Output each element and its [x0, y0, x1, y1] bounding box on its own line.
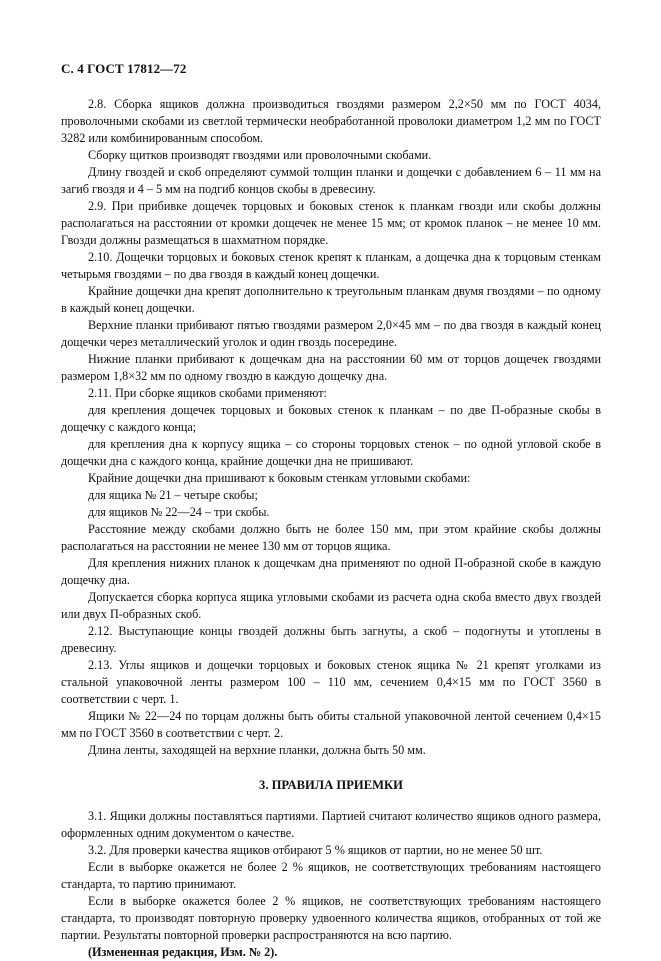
- paragraph: для ящика № 21 – четыре скобы;: [88, 488, 258, 502]
- paragraph: Сборку щитков производят гвоздями или проволочными скобами.: [88, 148, 432, 162]
- paragraph: 2.8. Сборка ящиков должна производиться гвоздями размером 2,2×50 мм по ГОСТ 4034, проволочными скобами из светлой термически необработанной проволоки диаметром 1,2 мм по ГОСТ 3282 или комбинированным способом.: [61, 97, 601, 145]
- paragraph: Длину гвоздей и скоб определяют суммой толщин планки и дощечки с добавлением 6 – 11 мм на загиб гвоздя и 4 – 5 мм на подгиб концов скобы в древесину.: [61, 165, 601, 196]
- document-body: [61, 96, 601, 961]
- paragraph: 2.9. При прибивке дощечек торцовых и боковых стенок к планкам гвозди или скобы должны располагаться на расстоянии от кромки дощечек не менее 15 мм; от кромок планок – не менее 10 мм. Гвозди должны размещаться в шахматном порядке.: [61, 199, 601, 247]
- paragraph: для крепления дощечек торцовых и боковых стенок к планкам – по две П-образные скобы в дощечку с каждого конца;: [61, 403, 601, 434]
- paragraph: Крайние дощечки дна крепят дополнительно к треугольным планкам двумя гвоздями – по одному в каждый конец дощечки.: [61, 284, 601, 315]
- paragraph: Верхние планки прибивают пятью гвоздями размером 2,0×45 мм – по два гвоздя в каждый конец дощечки через металлический уголок и один гвоздь посередине.: [61, 318, 601, 349]
- paragraph: 2.12. Выступающие концы гвоздей должны быть загнуты, а скоб – подогнуты и утоплены в древесину.: [61, 624, 601, 655]
- paragraph: Нижние планки прибивают к дощечкам дна на расстоянии 60 мм от торцов дощечек гвоздями размером 1,8×32 мм по одному гвоздю в каждую дощечку дна.: [61, 352, 601, 383]
- paragraph: Ящики № 22—24 по торцам должны быть обиты стальной упаковочной лентой сечением 0,4×15 мм по ГОСТ 3560 в соответствии с черт. 2.: [61, 709, 601, 740]
- paragraph: 2.11. При сборке ящиков скобами применяют:: [88, 386, 327, 400]
- paragraph: для крепления дна к корпусу ящика – со стороны торцовых стенок – по одной угловой скобе в дощечки дна с каждого конца, крайние дощечки дна не пришивают.: [61, 437, 601, 468]
- paragraph: 2.10. Дощечки торцовых и боковых стенок крепят к планкам, а дощечка дна к торцовым стенкам четырьмя гвоздями – по два гвоздя в каждый конец дощечки.: [61, 250, 601, 281]
- paragraph: Длина ленты, заходящей на верхние планки, должна быть 50 мм.: [88, 743, 426, 757]
- amendment-note: (Измененная редакция, Изм. № 2).: [88, 945, 278, 959]
- section-2-paragraphs: [61, 96, 601, 759]
- paragraph: Если в выборке окажется не более 2 % ящиков, не соответствующих требованиям настоящего стандарта, то партию принимают.: [61, 860, 601, 891]
- paragraph: Для крепления нижних планок к дощечкам дна применяют по одной П-образной скобе в каждую дощечку дна.: [61, 556, 601, 587]
- paragraph: 3.2. Для проверки качества ящиков отбирают 5 % ящиков от партии, но не менее 50 шт.: [88, 843, 543, 857]
- paragraph: 3.1. Ящики должны поставляться партиями. Партией считают количество ящиков одного размера, оформленных одним документом о качестве.: [61, 809, 601, 840]
- section-3-paragraphs: [61, 808, 601, 944]
- paragraph: Расстояние между скобами должно быть не более 150 мм, при этом крайние скобы должны располагаться на расстоянии не менее 130 мм от торцов ящика.: [61, 522, 601, 553]
- section-title: 3. ПРАВИЛА ПРИЕМКИ: [259, 778, 403, 792]
- paragraph: 2.13. Углы ящиков и дощечки торцовых и боковых стенок ящика № 21 крепят уголками из стальной упаковочной ленты размером 100 – 110 мм, сечением 0,4×15 мм по ГОСТ 3560 в соответствии с черт. 1.: [61, 658, 601, 706]
- paragraph: для ящиков № 22—24 – три скобы.: [88, 505, 270, 519]
- page-header: С. 4 ГОСТ 17812—72: [61, 61, 187, 76]
- paragraph: Если в выборке окажется более 2 % ящиков, не соответствующих требованиям настоящего стандарта, то производят повторную проверку удвоенного количества ящиков, отобранных от той же партии. Результаты повторной проверки распространяются на всю партию.: [61, 894, 601, 942]
- paragraph: Допускается сборка корпуса ящика угловыми скобами из расчета одна скоба вместо двух гвоздей или двух П-образных скоб.: [61, 590, 601, 621]
- paragraph: Крайние дощечки дна пришивают к боковым стенкам угловыми скобами:: [88, 471, 471, 485]
